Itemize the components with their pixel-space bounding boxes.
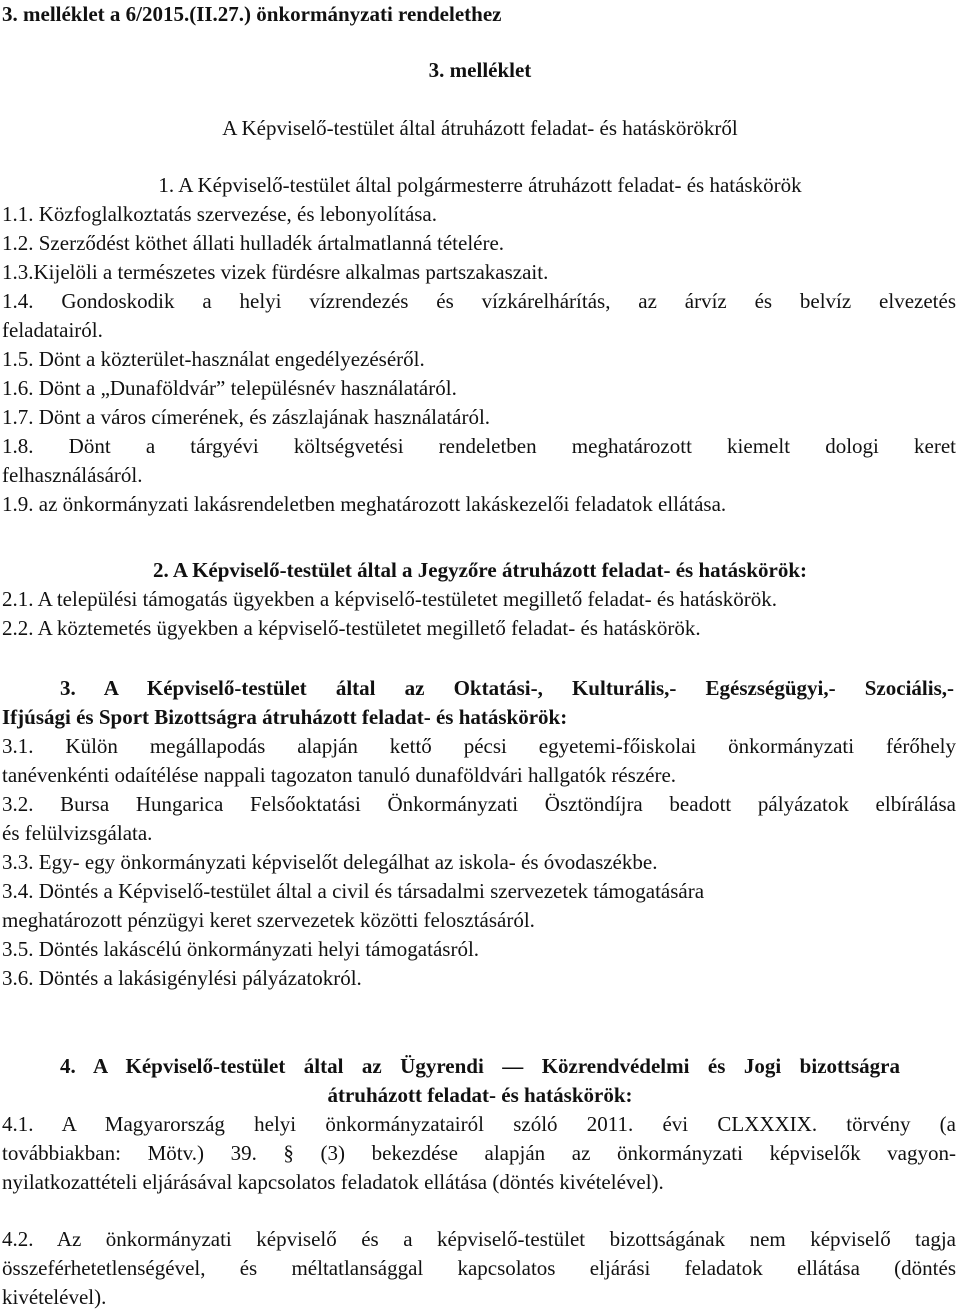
list-item: 2.1. A települési támogatás ügyekben a képviselő-testületet megillető feladat- és hatáskörök. (2, 587, 778, 611)
section-1-heading: 1. A Képviselő-testület által polgármesterre átruházott feladat- és hatáskörök (158, 173, 802, 197)
list-item: 2.2. A köztemetés ügyekben a képviselő-testületet megillető feladat- és hatáskörök. (2, 616, 701, 640)
list-item-continuation: összeférhetetlenségével, és méltatlansággal kapcsolatos eljárási feladatok ellátása (döntés (2, 1256, 956, 1280)
list-item: 1.9. az önkormányzati lakásrendeletben meghatározott lakáskezelői feladatok ellátása. (2, 492, 727, 516)
section-2-heading: 2. A Képviselő-testület által a Jegyzőre átruházott feladat- és hatáskörök: (152, 558, 807, 582)
section-3-heading-line2: Ifjúsági és Sport Bizottságra átruházott feladat- és hatáskörök: (2, 705, 568, 729)
list-item: 1.4. Gondoskodik a helyi vízrendezés és vízkárelhárítás, az árvíz és belvíz elvezetés (2, 289, 956, 313)
list-item-continuation: nyilatkozattételi eljárásával kapcsolatos feladatok ellátása (döntés kivételével). (2, 1170, 664, 1194)
list-item: 3.4. Döntés a Képviselő-testület által a civil és társadalmi szervezetek támogatására (2, 879, 705, 903)
list-item-continuation: kivételével). (2, 1285, 107, 1309)
annex-reference-title: 3. melléklet a 6/2015.(II.27.) önkormányzati rendelethez (2, 2, 502, 26)
list-item: 1.7. Dönt a város címerének, és zászlajának használatáról. (2, 405, 491, 429)
list-item: 4.1. A Magyarország helyi önkormányzatairól szóló 2011. évi CLXXXIX. törvény (a (2, 1112, 956, 1136)
list-item: 1.8. Dönt a tárgyévi költségvetési rendeletben meghatározott kiemelt dologi keret (2, 434, 956, 458)
list-item-continuation: meghatározott pénzügyi keret szervezetek közötti felosztásáról. (2, 908, 535, 932)
list-item: 4.2. Az önkormányzati képviselő és a képviselő-testület bizottságának nem képviselő tagja (2, 1227, 956, 1251)
list-item-continuation: továbbiakban: Mötv.) 39. § (3) bekezdése alapján az önkormányzati képviselők vagyon- (2, 1141, 956, 1165)
section-4-heading-line1: 4. A Képviselő-testület által az Ügyrendi — Közrendvédelmi és Jogi bizottságra (60, 1054, 900, 1078)
list-item: 3.2. Bursa Hungarica Felsőoktatási Önkormányzati Ösztöndíjra beadott pályázatok elbírálása (2, 792, 956, 816)
list-item: 1.6. Dönt a „Dunaföldvár” településnév használatáról. (2, 376, 457, 400)
list-item: 1.3.Kijelöli a természetes vizek fürdésre alkalmas partszakaszait. (2, 260, 549, 284)
list-item: 3.5. Döntés lakáscélú önkormányzati helyi támogatásról. (2, 937, 480, 961)
section-3-heading-line1: 3. A Képviselő-testület által az Oktatási-, Kulturális,- Egészségügyi,- Szociális,- (60, 676, 954, 700)
list-item-continuation: és felülvizsgálata. (2, 821, 153, 845)
list-item: 3.3. Egy- egy önkormányzati képviselőt delegálhat az iskola- és óvodaszékbe. (2, 850, 658, 874)
list-item: 3.6. Döntés a lakásigénylési pályázatokról. (2, 966, 362, 990)
list-item-continuation: felhasználásáról. (2, 463, 143, 487)
list-item-continuation: tanévenkénti odaítélése nappali tagozaton tanuló dunaföldvári hallgatók részére. (2, 763, 677, 787)
document-title: A Képviselő-testület által átruházott feladat- és hatáskörökről (222, 116, 738, 140)
list-item: 1.5. Dönt a közterület-használat engedélyezéséről. (2, 347, 425, 371)
annex-label: 3. melléklet (428, 58, 532, 82)
list-item: 1.1. Közfoglalkoztatás szervezése, és lebonyolítása. (2, 202, 438, 226)
section-4-heading-line2: átruházott feladat- és hatáskörök: (327, 1083, 633, 1107)
list-item: 1.2. Szerződést köthet állati hulladék ártalmatlanná tételére. (2, 231, 505, 255)
list-item-continuation: feladatairól. (2, 318, 103, 342)
list-item: 3.1. Külön megállapodás alapján kettő pécsi egyetemi-főiskolai önkormányzati férőhely (2, 734, 956, 758)
